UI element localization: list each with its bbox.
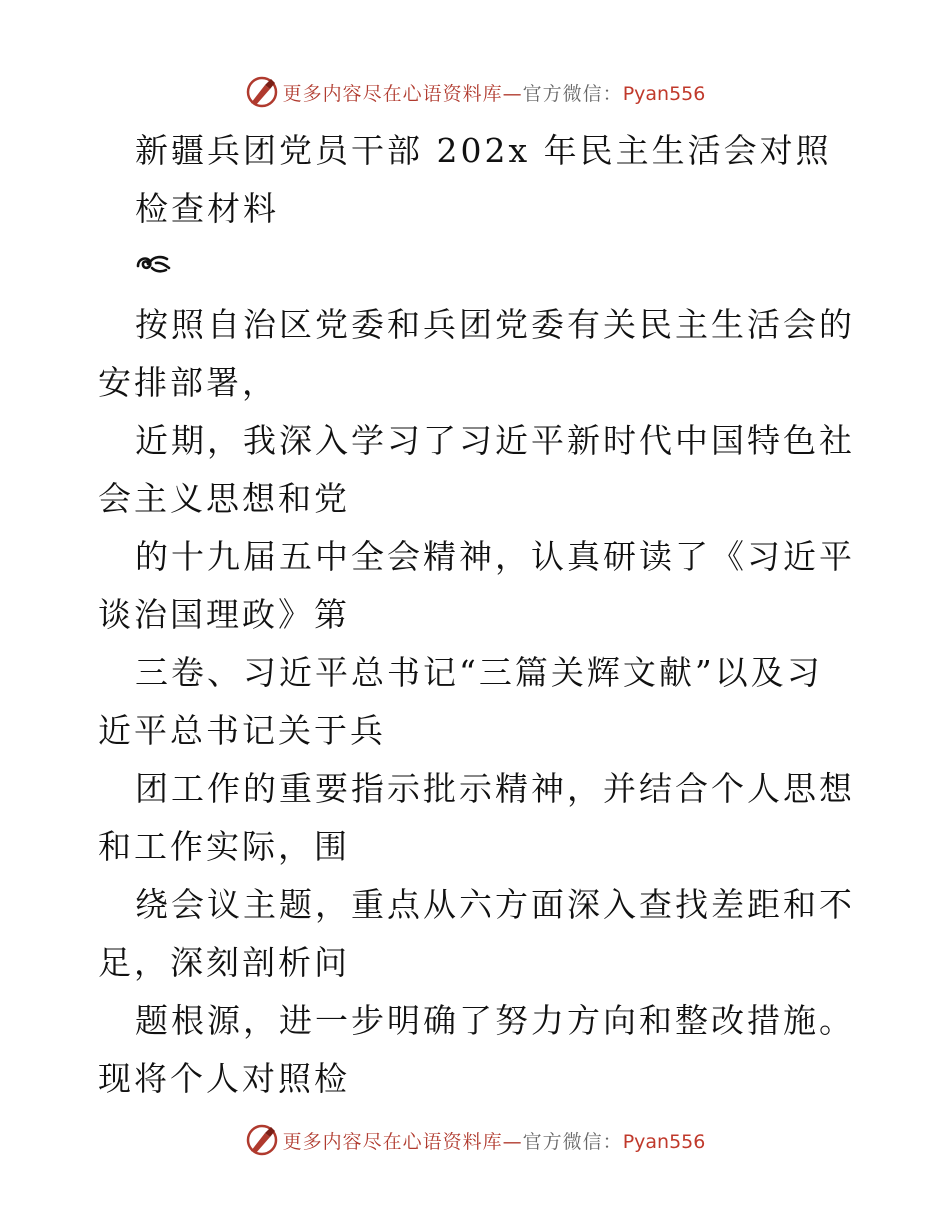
document-body	[98, 296, 858, 1108]
paragraph: 按照自治区党委和兵团党委有关民主生活会的安排部署，	[98, 305, 855, 402]
paragraph: 三卷、习近平总书记“三篇关辉文献”以及习近平总书记关于兵	[98, 653, 823, 750]
paragraph: 题根源，进一步明确了努力方向和整改措施。现将个人对照检	[98, 1001, 855, 1098]
paragraph: 的十九届五中全会精神，认真研读了《习近平谈治国理政》第	[98, 537, 855, 634]
paragraph: 绕会议主题，重点从六方面深入查找差距和不足，深刻剖析问	[98, 885, 855, 982]
paragraph: 近期，我深入学习了习近平新时代中国特色社会主义思想和党	[98, 421, 855, 518]
document-title: 新疆兵团党员干部 202x 年民主生活会对照检查材料	[135, 131, 832, 228]
paragraph: 团工作的重要指示批示精神，并结合个人思想和工作实际，围	[98, 769, 855, 866]
swirl-ornament-icon	[134, 250, 172, 276]
footer-banner	[0, 1118, 950, 1162]
pen-logo-icon	[245, 1123, 279, 1157]
header-banner	[0, 70, 950, 114]
pen-logo-icon	[245, 75, 279, 109]
banner-text: 更多内容尽在心语资料库—官方微信：Pyan556	[282, 82, 706, 105]
banner-text: 更多内容尽在心语资料库—官方微信：Pyan556	[282, 1130, 706, 1153]
